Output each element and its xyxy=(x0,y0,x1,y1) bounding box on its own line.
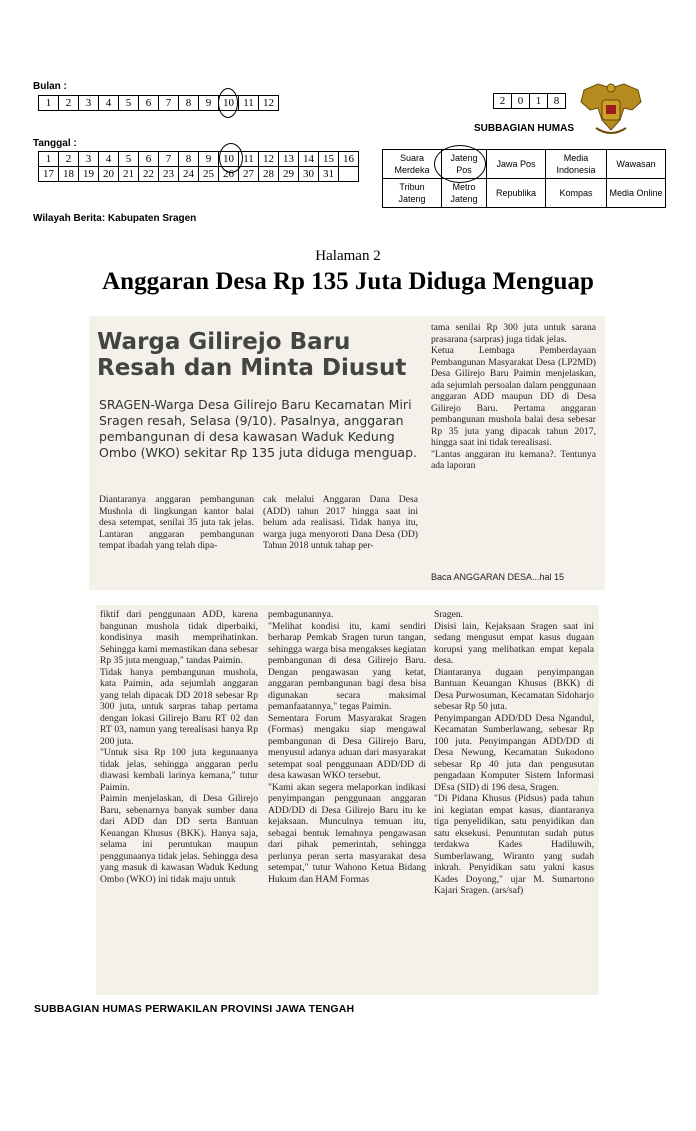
year-digit-1: 1 xyxy=(530,94,548,109)
date-cell-31: 31 xyxy=(319,167,339,182)
date-cell-6: 6 xyxy=(139,152,159,167)
clip-title-line-2: Resah dan Minta Diusut xyxy=(97,355,407,381)
month-cell-2: 2 xyxy=(59,96,79,111)
month-selection-circle xyxy=(218,88,238,118)
tanggal-label: Tanggal : xyxy=(33,138,77,149)
date-grid xyxy=(38,151,359,182)
bottom-column-3: Sragen. Disisi lain, Kejaksaan Sragen saat ini sedang mengusut empat kasus dugaan korupsi yang melibatkan empat kepala desa. Diantaranya dugaan penyimpangan Bantuan Keuangan Khusus (BKK) di Desa Purwosuman, Kecamatan Sidoharjo sebesar Rp 50 juta. Penyimpangan ADD/DD Desa Ngandul, Kecamatan Sumberlawang, sebesar Rp 100 juta. Penyimpangan ADD/DD di Desa Newung, Kecamatan Sukodono sebesar Rp 40 juta dan pengusutan pengadaan Komputer Sistem Informasi DEsa (SID) di 196 desa, Sragen. "Di Pidana Khusus (Pidsus) pada tahun ini kegiatan empat kasus, diantaranya tiga penyelidikan, satu penyidikan dan satu eksekusi. Penuntutan sudah putus terdakwa Kades Hadiluwih, Sumberlawang, Wiranto yang sudah inkrah. Penyidikan satu yakni kasus Kades Doyong," ujar M. Sumartono Kajari Sragen. (ars/saf) xyxy=(434,609,594,896)
headline: Anggaran Desa Rp 135 Juta Diduga Menguap xyxy=(102,268,594,295)
date-cell-29: 29 xyxy=(279,167,299,182)
media-wawasan: Wawasan xyxy=(607,150,666,179)
month-cell-10: 10 xyxy=(219,96,239,111)
date-cell-30: 30 xyxy=(299,167,319,182)
date-cell-16: 16 xyxy=(339,152,359,167)
date-cell-24: 24 xyxy=(179,167,199,182)
media-media-indonesia: Media Indonesia xyxy=(546,150,607,179)
year-digit-8: 8 xyxy=(548,94,566,109)
wilayah-berita: Wilayah Berita: Kabupaten Sragen xyxy=(33,213,197,224)
date-cell-12: 12 xyxy=(259,152,279,167)
year-digit-0: 0 xyxy=(512,94,530,109)
month-cell-11: 11 xyxy=(239,96,259,111)
media-grid xyxy=(382,149,666,208)
media-kompas: Kompas xyxy=(546,179,607,208)
media-jateng-pos: Jateng Pos xyxy=(442,150,487,179)
unit-name: SUBBAGIAN HUMAS xyxy=(474,123,574,134)
media-republika: Republika xyxy=(487,179,546,208)
top-column-3: tama senilai Rp 300 juta untuk sarana prasarana (sarpras) juga tidak jelas. Ketua Lembaga Pemberdayaan Pembangunan Masyarakat Desa (LP2MD) Desa Gilirejo Baru Paimin menjelaskan, ada sejumlah persoalan dalam penggunaan anggaran ADD maupun DD di Desa Gilirejo Baru. Pertama anggaran pembangunan mushola balai desa sebesar Rp 35 juta yang dipacak tahun 2017, hingga saat ini tidak terealisasi. "Lantas anggaran itu kemana?. Tentunya ada laporan xyxy=(431,322,596,471)
date-cell-14: 14 xyxy=(299,152,319,167)
year-digit-2: 2 xyxy=(494,94,512,109)
bottom-column-2: pembagunannya. "Melihat kondisi itu, kami sendiri berharap Pemkab Sragen turun tangan, sehingga warga bisa mengakses kegiatan pembangunan di desa Gilirejo Baru. Dengan pengawasan yang ketat, anggaran pembangunan bagi desa bisa digunakan secara maksimal pemanfaatannya," tegas Paimin. Sementara Forum Masyarakat Sragen (Formas) mengaku siap mengawal pembangunan di Desa Gilirejo Baru, menyusul adanya aduan dari masyarakat setempat soal penggunaan ADD/DD di desa kawasan WKO tersebut. "Kami akan segera melaporkan indikasi penyimpangan penggunaan anggaran ADD/DD di Desa Gilirejo Baru itu ke kejaksaan. Munculnya temuan itu, sebagai bentuk lemahnya pengawasan dari pihak pemerintah, sehingga perlunya peran serta masyarakat desa setempat," tutur Wahono Ketua Bidang Hukum dan HAM Formas xyxy=(268,609,426,885)
month-cell-1: 1 xyxy=(39,96,59,111)
date-cell-18: 18 xyxy=(59,167,79,182)
date-cell-25: 25 xyxy=(199,167,219,182)
page-number: Halaman 2 xyxy=(315,248,381,264)
date-cell-23: 23 xyxy=(159,167,179,182)
media-jawa-pos: Jawa Pos xyxy=(487,150,546,179)
year-grid xyxy=(493,93,566,109)
date-cell-17: 17 xyxy=(39,167,59,182)
month-cell-12: 12 xyxy=(259,96,279,111)
month-cell-4: 4 xyxy=(99,96,119,111)
date-cell-2: 2 xyxy=(59,152,79,167)
date-cell-28: 28 xyxy=(259,167,279,182)
date-cell-21: 21 xyxy=(119,167,139,182)
media-metro-jateng: Metro Jateng xyxy=(442,179,487,208)
date-cell-8: 8 xyxy=(179,152,199,167)
media-tribun-jateng: Tribun Jateng xyxy=(383,179,442,208)
month-cell-5: 5 xyxy=(119,96,139,111)
date-cell-22: 22 xyxy=(139,167,159,182)
top-column-2: cak melalui Anggaran Dana Desa (ADD) tahun 2017 hingga saat ini belum ada realisasi. Tidak hanya itu, warga juga menyoroti Dana Desa (DD) Tahun 2018 untuk tahap per- xyxy=(263,494,418,551)
date-cell-empty xyxy=(339,167,359,182)
media-selection-circle xyxy=(434,145,486,183)
media-suara-merdeka: Suara Merdeka xyxy=(383,150,442,179)
month-cell-6: 6 xyxy=(139,96,159,111)
date-cell-1: 1 xyxy=(39,152,59,167)
date-cell-5: 5 xyxy=(119,152,139,167)
date-cell-26: 26 xyxy=(219,167,239,182)
bulan-label: Bulan : xyxy=(33,81,67,92)
top-column-1: Diantaranya anggaran pembangunan Mushola di lingkungan kantor balai desa setempat, senilai 35 juta tak jelas. Lantaran anggaran pembangunan tempat ibadah yang telah dipa- xyxy=(99,494,254,551)
date-cell-9: 9 xyxy=(199,152,219,167)
date-cell-11: 11 xyxy=(239,152,259,167)
bottom-column-1: fiktif dari penggunaan ADD, karena bangunan mushola tidak diperbaiki, kondisinya masih memprihatinkan. Sehingga kami memastikan dana sebesar Rp 35 juta menguap," tandas Paimin. Tidak hanya pembangunan mushola, kata Paimin, ada sejumlah anggaran yang telah dipacak DD 2018 sebesar Rp 300 juta, untuk sarpras tahap pertama dengan lokasi Gilirejo Baru RT 02 dan RT 03, namun yang terealisasi hanya Rp 200 juta. "Untuk sisa Rp 100 juta kegunaanya tidak jelas, sehingga anggaran perlu diawasi kembali larinya kemana," tutur Paimin. Paimin menjelaskan, di Desa Gilirejo Baru, sebenarnya banyak sumber dana dari ADD dan DD serta Bantuan Keuangan Khusus (BKK). Hanya saja, selama ini peruntukan maupun penggunaanya tidak jelas. Sehingga desa yang masuk di kawasan Waduk Kedung Ombo (WKO) ini tidak maju untuk xyxy=(100,609,258,885)
date-cell-7: 7 xyxy=(159,152,179,167)
date-cell-10: 10 xyxy=(219,152,239,167)
date-cell-20: 20 xyxy=(99,167,119,182)
month-cell-9: 9 xyxy=(199,96,219,111)
date-cell-19: 19 xyxy=(79,167,99,182)
month-grid xyxy=(38,95,279,111)
month-cell-7: 7 xyxy=(159,96,179,111)
date-cell-4: 4 xyxy=(99,152,119,167)
month-cell-8: 8 xyxy=(179,96,199,111)
lead-paragraph: SRAGEN-Warga Desa Gilirejo Baru Kecamatan Miri Sragen resah, Selasa (9/10). Pasalnya, anggaran pembangunan di desa kawasan Waduk Kedung Ombo (WKO) sekitar Rp 135 juta diduga menguap. xyxy=(99,397,417,460)
clip-title-line-1: Warga Gilirejo Baru xyxy=(97,329,351,355)
clipping-top xyxy=(89,316,605,590)
clipping-bottom xyxy=(96,605,599,995)
garuda-emblem-icon xyxy=(578,80,644,142)
footer-text: SUBBAGIAN HUMAS PERWAKILAN PROVINSI JAWA TENGAH xyxy=(34,1003,355,1015)
month-cell-3: 3 xyxy=(79,96,99,111)
date-cell-27: 27 xyxy=(239,167,259,182)
date-cell-15: 15 xyxy=(319,152,339,167)
continue-note: Baca ANGGARAN DESA...hal 15 xyxy=(431,572,565,582)
date-selection-circle xyxy=(219,143,243,173)
media-media-online: Media Online xyxy=(607,179,666,208)
date-cell-13: 13 xyxy=(279,152,299,167)
date-cell-3: 3 xyxy=(79,152,99,167)
